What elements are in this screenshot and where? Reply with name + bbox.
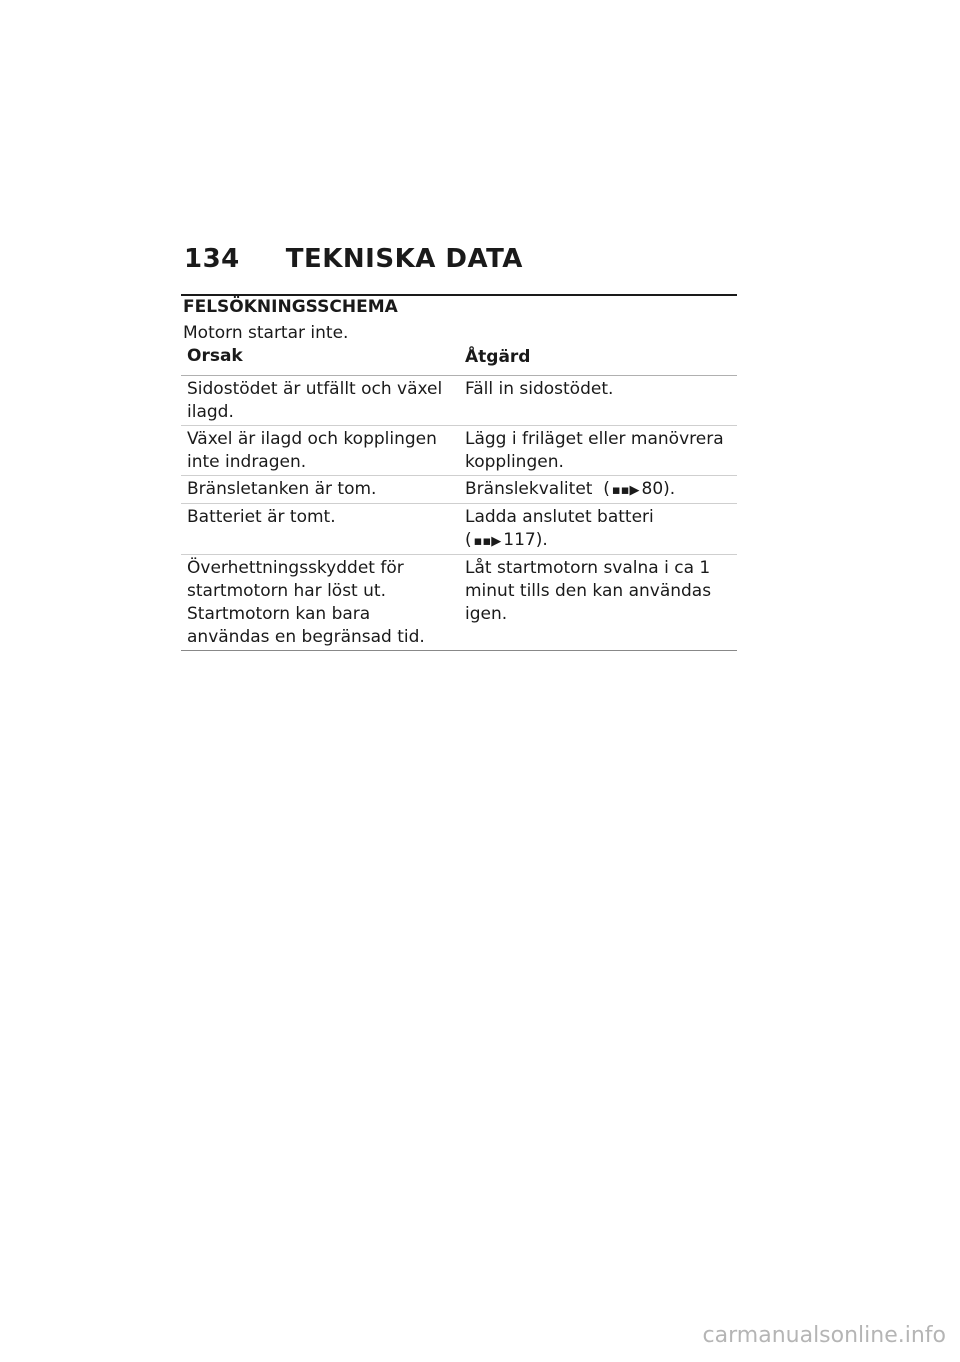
action-text: Bränslekvalitet (465, 479, 593, 499)
action-text: Ladda anslutet batteri (465, 507, 654, 527)
cause-cell: Överhettningsskyddet för startmotorn har löst ut. Startmotorn kan bara användas en begränsad tid. (187, 558, 425, 647)
cause-cell: Sidostödet är utfällt och växel ilagd. (187, 379, 443, 422)
arrow-reference-icon: ▪▪▶ (473, 534, 502, 549)
column-header-action: Åtgärd (465, 347, 531, 367)
table-row (181, 555, 737, 651)
troubleshooting-table (181, 345, 737, 651)
cause-cell: Växel är ilagd och kopplingen inte indragen. (187, 429, 437, 472)
page-header (184, 244, 523, 274)
table-row (181, 476, 737, 504)
chapter-title: TEKNISKA DATA (285, 244, 523, 274)
table-header-row (181, 345, 737, 376)
action-cell: Bränslekvalitet ( ▪▪▶ 80). (459, 476, 737, 504)
table-row (181, 504, 737, 555)
header-divider (181, 294, 737, 296)
page-reference-link[interactable]: 117). (503, 530, 548, 550)
watermark: carmanualsonline.info (702, 1323, 946, 1348)
action-text: Låt startmotorn svalna i ca 1 minut tills den kan användas igen. (465, 558, 712, 624)
column-header-cause: Orsak (187, 346, 243, 366)
cause-cell: Batteriet är tomt. (187, 507, 336, 527)
page-reference-link[interactable]: 80). (641, 479, 676, 499)
section-intro: Motorn startar inte. (183, 323, 349, 343)
section-title: FELSÖKNINGSSCHEMA (183, 297, 398, 317)
cause-cell: Bränsletanken är tom. (187, 479, 377, 499)
action-cell (459, 555, 737, 651)
action-cell (459, 376, 737, 426)
arrow-reference-icon: ▪▪▶ (611, 483, 640, 498)
table-row (181, 426, 737, 476)
action-text: Lägg i friläget eller manövrera kopplingen. (465, 429, 724, 472)
page-number: 134 (184, 244, 240, 274)
table-row (181, 376, 737, 426)
action-cell (459, 426, 737, 476)
action-cell: Ladda anslutet batteri ( ▪▪▶ 117). (459, 504, 737, 555)
action-text: Fäll in sidostödet. (465, 379, 614, 399)
